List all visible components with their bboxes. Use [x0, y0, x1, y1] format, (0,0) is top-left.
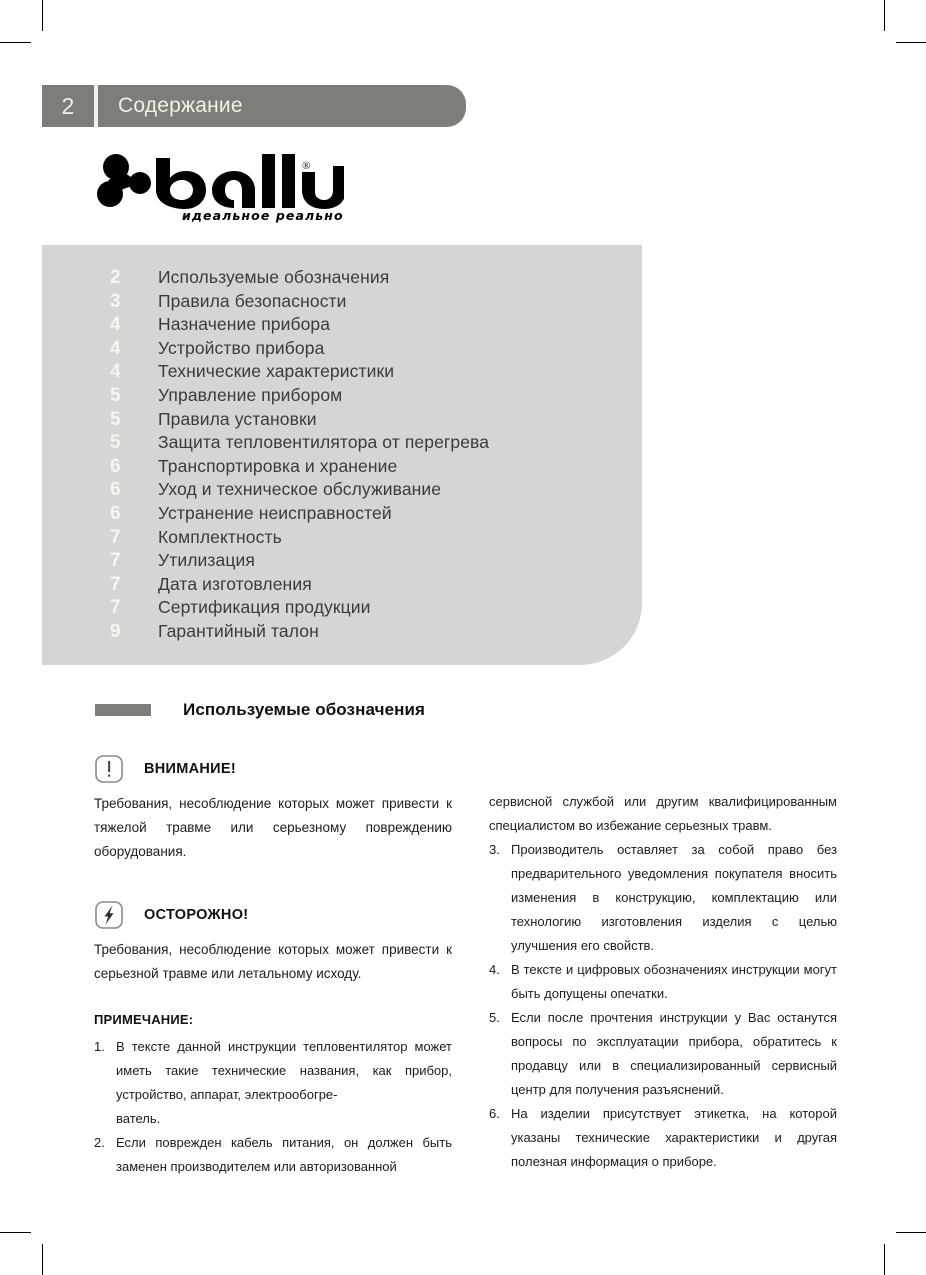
body-column-right: [489, 790, 837, 1174]
table-of-contents-list: [110, 267, 630, 645]
logo-tagline: идеальное реально: [182, 208, 344, 223]
toc-entry[interactable]: [110, 621, 630, 645]
toc-entry[interactable]: [110, 479, 630, 503]
toc-entry[interactable]: [110, 574, 630, 598]
page-number: 2: [61, 92, 75, 119]
list-item-text: Если после прочтения инструкции у Вас останутся вопросы по эксплуатации прибора, обратитесь к продавцу или в специализированный сервисный центр для получения разъяснений.: [511, 1010, 837, 1097]
toc-entry-label: Назначение прибора: [158, 314, 331, 335]
crop-mark-bottom-right-vertical: [884, 1244, 885, 1275]
list-item: [489, 838, 837, 958]
list-item-text: Если поврежден кабель питания, он должен быть заменен производителем или авторизованной: [116, 1135, 452, 1174]
toc-entry-page: 7: [110, 597, 121, 619]
table-of-contents-panel: [42, 245, 642, 665]
notes-item1-continuation: ватель.: [116, 1111, 161, 1126]
toc-entry[interactable]: [110, 527, 630, 551]
toc-entry-page: 4: [110, 361, 121, 383]
notice-attention-head: [94, 752, 452, 786]
section-title: Используемые обозначения: [183, 700, 426, 719]
section-heading: [95, 700, 425, 720]
list-item-number: 5.: [489, 1010, 500, 1025]
toc-entry[interactable]: [110, 267, 630, 291]
notes-list-left: [94, 1035, 452, 1107]
crop-mark-top-left-vertical: [42, 0, 43, 31]
toc-entry-page: 5: [110, 408, 121, 430]
lightning-bolt-in-rounded-square-icon: [94, 900, 124, 930]
crop-mark-top-right-vertical: [884, 0, 885, 31]
ballu-logo: [94, 152, 344, 230]
notice-caution-text: Требования, несоблюдение которых может привести к серьезной травме или летальному исходу.: [94, 942, 452, 981]
toc-entry-page: 5: [110, 384, 121, 406]
toc-entry-label: Правила безопасности: [158, 290, 347, 311]
toc-entry-page: 7: [110, 526, 121, 548]
toc-entry[interactable]: [110, 597, 630, 621]
list-item: [94, 1035, 452, 1107]
list-item-text: Производитель оставляет за собой право без предварительного уведомления покупателя вносить изменения в конструкцию, комплектацию или технологию изготовления изделия с целью улучшения его свойств.: [511, 842, 837, 953]
toc-entry[interactable]: [110, 338, 630, 362]
toc-entry-label: Комплектность: [158, 526, 282, 547]
toc-entry-label: Правила установки: [158, 408, 317, 429]
notes-item2-continuation: сервисной службой или другим квалифицированным специалистом во избежание серьезных травм.: [489, 794, 837, 833]
toc-entry-label: Дата изготовления: [158, 573, 312, 594]
list-item-number: 1.: [94, 1039, 105, 1054]
crop-mark-top-left-horizontal: [0, 42, 31, 43]
notice-caution: [94, 898, 452, 986]
toc-entry-page: 6: [110, 502, 121, 524]
notes-list-left-2: [94, 1131, 452, 1179]
registered-trademark-symbol: ®: [302, 160, 311, 172]
toc-entry-page: 6: [110, 455, 121, 477]
toc-entry-page: 7: [110, 573, 121, 595]
toc-entry-label: Транспортировка и хранение: [158, 455, 398, 476]
toc-entry-page: 5: [110, 432, 121, 454]
list-item-text: В тексте данной инструкции тепловентилятор может иметь такие технические названия, как прибор, устройство, аппарат, электрообогре-: [116, 1039, 452, 1102]
list-item-text: В тексте и цифровых обозначениях инструкции могут быть допущены опечатки.: [511, 962, 837, 1001]
toc-entry-page: 3: [110, 290, 121, 312]
notice-caution-head: [94, 898, 452, 932]
toc-entry-label: Управление прибором: [158, 384, 343, 405]
list-item-text: На изделии присутствует этикетка, на которой указаны технические характеристики и другая полезная информация о приборе.: [511, 1106, 837, 1169]
notes-block-left: [94, 1012, 452, 1179]
toc-entry-label: Устранение неисправностей: [158, 502, 392, 523]
toc-entry-page: 9: [110, 620, 121, 642]
toc-entry-label: Используемые обозначения: [158, 267, 390, 287]
toc-entry[interactable]: [110, 291, 630, 315]
list-item-number: 2.: [94, 1135, 105, 1150]
crop-mark-top-right-horizontal: [896, 42, 926, 43]
toc-entry[interactable]: [110, 361, 630, 385]
toc-entry-page: 7: [110, 550, 121, 572]
toc-entry[interactable]: [110, 314, 630, 338]
body-column-left: [94, 752, 452, 1179]
notes-list-right: [489, 838, 837, 1174]
list-item-number: 6.: [489, 1106, 500, 1121]
toc-entry[interactable]: [110, 385, 630, 409]
toc-entry-page: 2: [110, 267, 121, 288]
notice-caution-label: ОСТОРОЖНО!: [144, 907, 249, 923]
notice-attention-text: Требования, несоблюдение которых может привести к тяжелой травме или серьезному повреждению оборудования.: [94, 796, 452, 859]
notes-title: ПРИМЕЧАНИЕ:: [94, 1012, 194, 1027]
toc-entry[interactable]: [110, 503, 630, 527]
page-header-bar: [42, 85, 466, 127]
toc-entry-label: Сертификация продукции: [158, 597, 371, 618]
notice-attention-label: ВНИМАНИЕ!: [144, 761, 237, 777]
toc-entry-page: 6: [110, 479, 121, 501]
list-item: [94, 1131, 452, 1179]
list-item: [489, 958, 837, 1006]
toc-entry-label: Защита тепловентилятора от перегрева: [158, 432, 490, 453]
crop-mark-bottom-left-horizontal: [0, 1232, 31, 1233]
list-item: [489, 1102, 837, 1174]
toc-entry-label: Уход и техническое обслуживание: [158, 479, 442, 500]
toc-entry-label: Утилизация: [158, 550, 255, 571]
crop-mark-bottom-right-horizontal: [896, 1232, 926, 1233]
crop-mark-bottom-left-vertical: [42, 1244, 43, 1275]
exclamation-in-rounded-square-icon: [94, 754, 124, 784]
toc-entry[interactable]: [110, 409, 630, 433]
toc-entry-label: Гарантийный талон: [158, 620, 319, 641]
section-marker-bar: [95, 704, 151, 716]
toc-entry-page: 4: [110, 337, 121, 359]
list-item-number: 3.: [489, 842, 500, 857]
toc-entry-label: Устройство прибора: [158, 337, 325, 358]
toc-entry-page: 4: [110, 314, 121, 336]
toc-entry[interactable]: [110, 456, 630, 480]
page-title: Содержание: [118, 94, 243, 117]
list-item-number: 4.: [489, 962, 500, 977]
toc-entry-label: Технические характеристики: [158, 361, 395, 382]
notice-attention: [94, 752, 452, 864]
toc-entry[interactable]: [110, 550, 630, 574]
toc-entry[interactable]: [110, 432, 630, 456]
list-item: [489, 1006, 837, 1102]
